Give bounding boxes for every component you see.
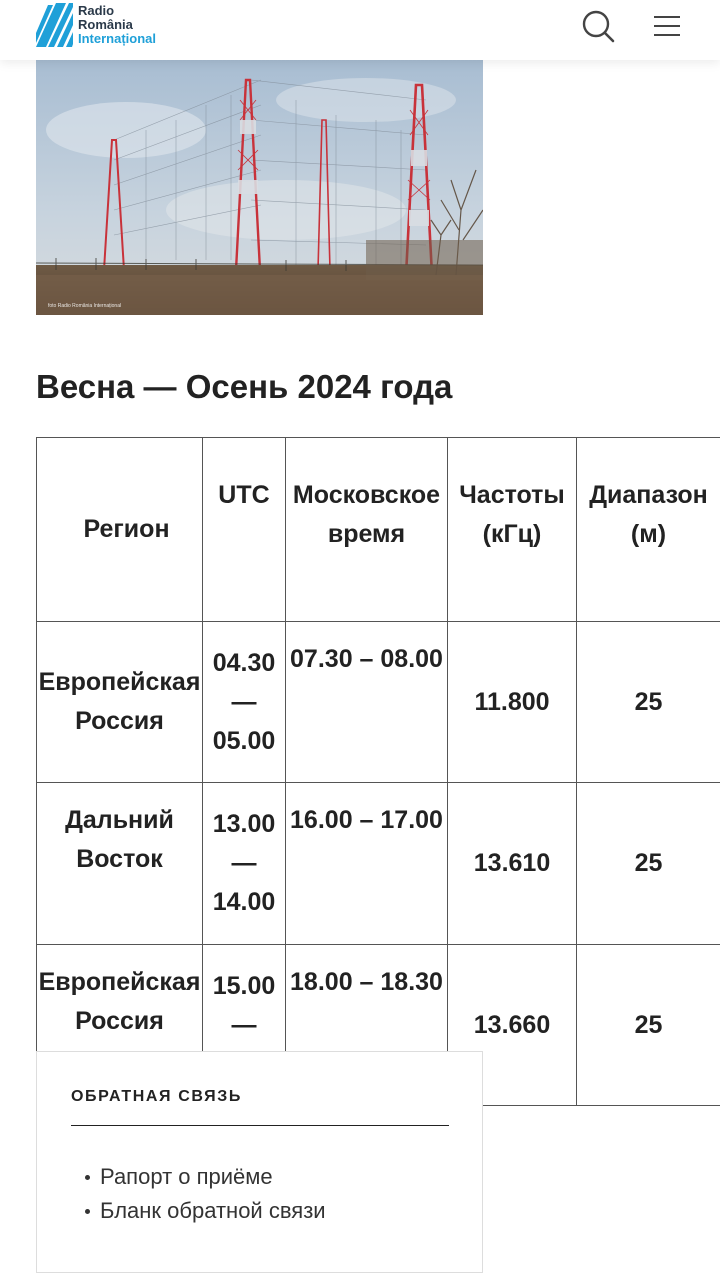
column-header-moscow-time: Московское время xyxy=(286,438,448,622)
table-header-row xyxy=(37,438,720,622)
feedback-divider xyxy=(71,1125,449,1126)
feedback-box xyxy=(36,1051,483,1273)
cell-utc: 04.30 — 05.00 xyxy=(203,622,286,783)
schedule-table xyxy=(36,437,720,1106)
menu-button[interactable] xyxy=(648,8,688,44)
cell-frequency: 13.660 xyxy=(448,945,577,1106)
cell-band: 25 xyxy=(577,945,720,1106)
cell-moscow-time: 07.30 – 08.00 xyxy=(286,622,448,783)
column-header-frequency: Частоты (кГц) xyxy=(448,438,577,622)
column-header-region: Регион xyxy=(37,438,203,622)
hero-photo xyxy=(36,60,483,315)
cell-frequency: 13.610 xyxy=(448,783,577,945)
cell-moscow-time: 16.00 – 17.00 xyxy=(286,783,448,945)
table-row xyxy=(37,622,720,783)
page-title: Весна — Осень 2024 года xyxy=(36,365,452,409)
list-item xyxy=(71,1160,326,1194)
search-button[interactable] xyxy=(578,6,618,46)
cell-band: 25 xyxy=(577,783,720,945)
logo-stripes-icon xyxy=(36,3,73,47)
site-logo[interactable] xyxy=(36,3,186,49)
feedback-form-link[interactable]: Бланк обратной связи xyxy=(100,1198,326,1223)
search-icon xyxy=(578,6,618,46)
cell-frequency: 11.800 xyxy=(448,622,577,783)
column-header-band: Диапазон (м) xyxy=(577,438,720,622)
column-header-utc: UTC xyxy=(203,438,286,622)
hamburger-menu-icon xyxy=(648,8,688,44)
antenna-towers-image xyxy=(36,60,483,315)
logo-line-1: Radio xyxy=(78,4,156,18)
cell-utc: 13.00 — 14.00 xyxy=(203,783,286,945)
photo-credit: foto Radio România Internațional xyxy=(48,303,121,309)
site-header xyxy=(0,0,720,60)
table-row xyxy=(37,783,720,945)
logo-wordmark xyxy=(78,4,156,46)
feedback-link-list xyxy=(71,1160,326,1228)
cell-band: 25 xyxy=(577,622,720,783)
cell-region: Европейская Россия xyxy=(37,622,203,783)
cell-utc: 15.00 — xyxy=(203,945,286,1106)
logo-line-2: România xyxy=(78,18,156,32)
feedback-title: ОБРАТНАЯ СВЯЗЬ xyxy=(71,1088,242,1106)
cell-region: Европейская Россия xyxy=(37,945,203,1106)
cell-region: Дальний Восток xyxy=(37,783,203,945)
cell-moscow-time: 18.00 – 18.30 xyxy=(286,945,448,1106)
reception-report-link[interactable]: Рапорт о приёме xyxy=(100,1164,273,1189)
logo-line-3: Internațional xyxy=(78,32,156,46)
list-item xyxy=(71,1194,326,1228)
